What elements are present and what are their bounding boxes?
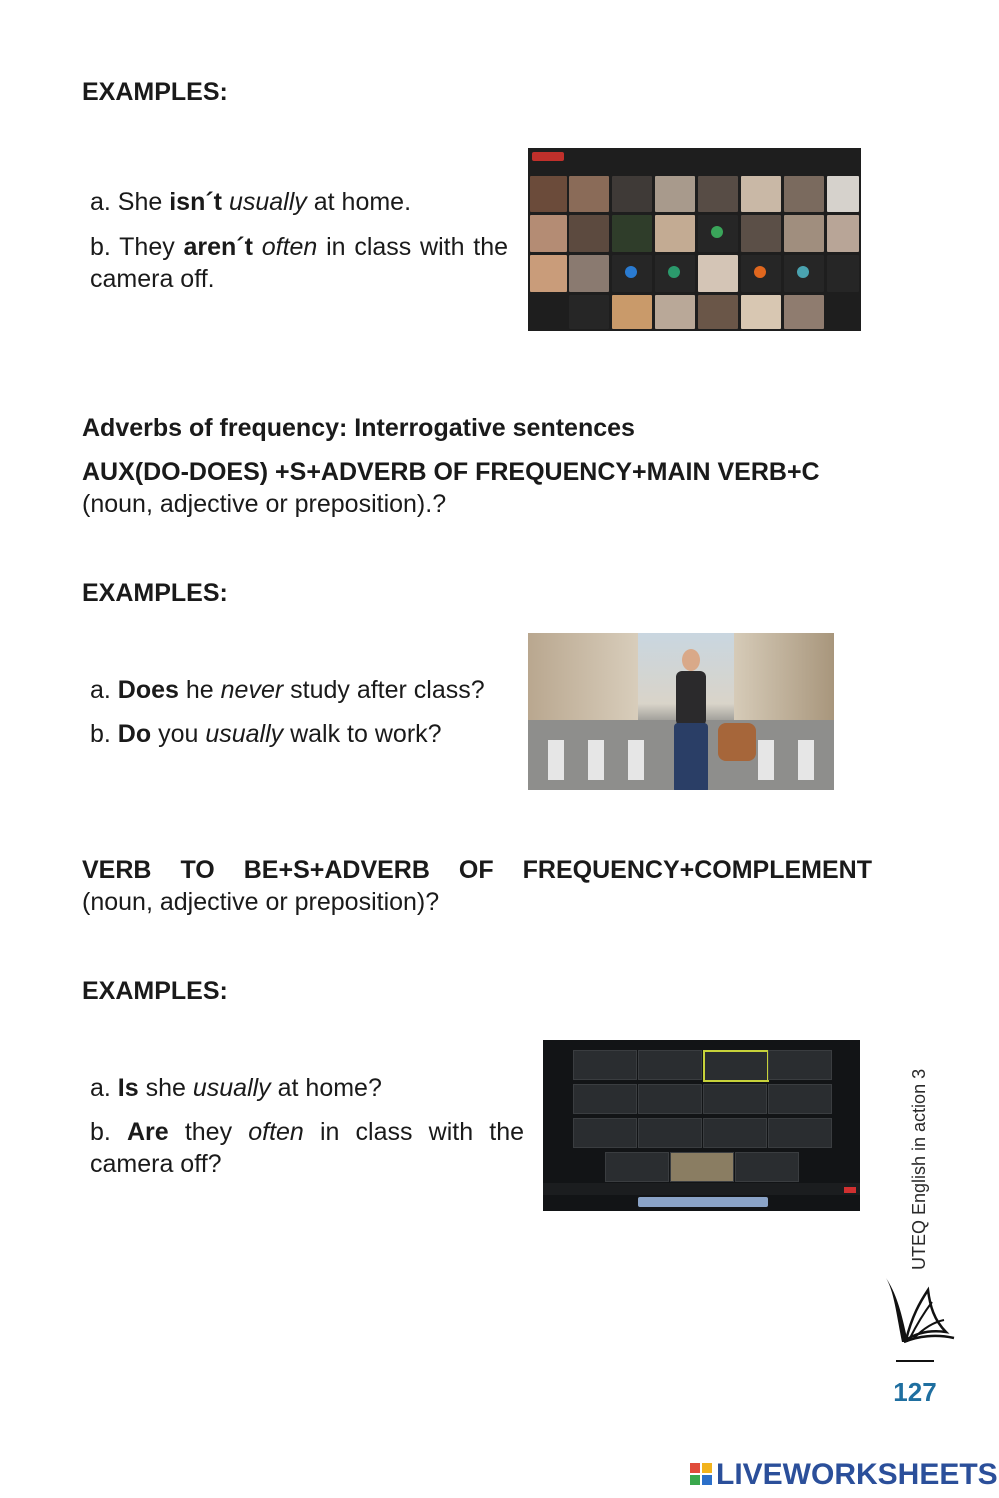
section-heading-interrogative: Adverbs of frequency: Interrogative sentences <box>82 414 635 442</box>
woman-walking-street-image <box>528 633 834 790</box>
example-2a: a. Does he never study after class? <box>90 676 485 704</box>
formula-aux: AUX(DO-DOES) +S+ADVERB OF FREQUENCY+MAIN VERB+C (noun, adjective or preposition).? <box>82 458 820 518</box>
example-1b: b. They aren´t often in class with the camera off. <box>90 233 508 293</box>
liveworksheets-logo-icon <box>690 1463 712 1485</box>
example-3b: b. Are they often in class with the camera off? <box>90 1118 524 1178</box>
divider <box>896 1360 934 1362</box>
example-3a: a. Is she usually at home? <box>90 1074 382 1102</box>
formula-to-be: VERB TO BE+S+ADVERB OF FREQUENCY+COMPLEMENT (noun, adjective or preposition)? <box>82 856 872 916</box>
example-1a: a. She isn´t usually at home. <box>90 188 412 216</box>
video-call-gallery-image <box>543 1040 860 1211</box>
examples-heading-3: EXAMPLES: <box>82 977 228 1005</box>
examples-heading-2: EXAMPLES: <box>82 579 228 607</box>
liveworksheets-brand: LIVEWORKSHEETS <box>716 1458 998 1491</box>
page-number: 127 <box>893 1377 937 1407</box>
book-title-vertical: UTEQ English in action 3 <box>909 1068 929 1270</box>
examples-heading-1: EXAMPLES: <box>82 78 228 106</box>
example-2b: b. Do you usually walk to work? <box>90 720 442 748</box>
video-call-grid-image <box>528 148 861 331</box>
open-book-icon <box>880 1272 958 1350</box>
